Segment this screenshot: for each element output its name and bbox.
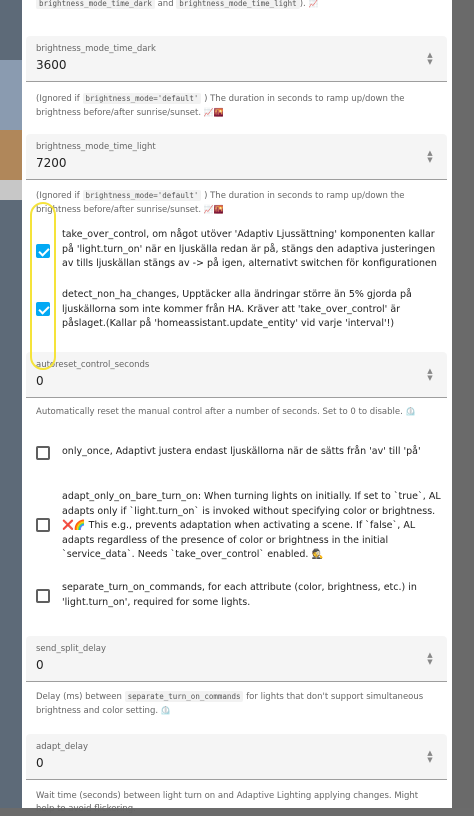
sunset-icon: 🌇 [213, 205, 224, 214]
code-snippet: brightness_mode='default' [83, 93, 202, 104]
field-label: autoreset_control_seconds [36, 360, 150, 370]
autoreset-control-seconds-input[interactable] [26, 352, 447, 398]
chart-icon: 📈 [203, 205, 214, 214]
desc-text: ) The duration in seconds to ramp up/down the brightness before/after sunrise/sunset. [36, 191, 405, 215]
timer-icon: ⏲️ [160, 706, 171, 715]
timer-icon: ⏲️ [405, 407, 416, 416]
checkbox-label: adapt_only_on_bare_turn_on: When turning lights on initially. If set to `true`, AL adapts only if `light.turn_on` is invoked without specifying color or brightness. ❌🌈 This e.g., prevents adaptation when activating a scene. If `false`, AL adapts regardless of the presence of color or brightness in the initial `service_data`. Needs `take_over_control` enabled. 🕵️ [62, 491, 441, 560]
desc-text: (Ignored if [36, 94, 80, 104]
adapt-only-on-bare-turn-on-checkbox[interactable] [36, 518, 50, 532]
adapt-delay-description: Wait time (seconds) between light turn on and Adaptive Lighting applying changes. Might help to avoid flickering. [36, 791, 419, 814]
background-strip [0, 130, 22, 180]
code-snippet: brightness_mode_time_dark [36, 0, 155, 9]
brightness-mode-time-dark-input[interactable] [26, 36, 447, 82]
only-once-checkbox[interactable] [36, 446, 50, 460]
field-label: brightness_mode_time_dark [36, 44, 156, 54]
desc-text: and [157, 0, 174, 9]
checkbox-label: only_once, Adaptivt justera endast ljuskällorna när de sätts från 'av' till 'på' [62, 446, 421, 457]
code-snippet: brightness_mode_time_light [176, 0, 299, 9]
send-split-delay-input[interactable] [26, 636, 447, 682]
field-value[interactable]: 0 [36, 658, 44, 672]
checkbox-label: take_over_control, om något utöver 'Adaptiv Ljussättning' komponenten kallar på 'light.turn_on' när en ljuskälla redan är på, stängs den adaptiva justeringen av tills ljuskällan stängs av -> på igen, alternativt switchen för konfigurationen [62, 229, 437, 269]
code-snippet: brightness_mode='default' [83, 190, 202, 201]
background-right [452, 0, 474, 808]
field-value[interactable]: 0 [36, 374, 44, 388]
options-dialog [22, 0, 452, 814]
field-value[interactable]: 3600 [36, 58, 67, 72]
spin-arrows-icon[interactable]: ▲ ▼ [427, 149, 433, 164]
spin-arrows-icon[interactable]: ▲ ▼ [427, 51, 433, 66]
brightness-mode-time-light-description [36, 189, 436, 217]
separate-turn-on-commands-checkbox[interactable] [36, 589, 50, 603]
field-label: adapt_delay [36, 742, 89, 752]
background-strip [0, 180, 22, 200]
desc-text: Automatically reset the manual control after a number of seconds. Set to 0 to disable. [36, 407, 403, 417]
background-left [0, 0, 22, 808]
autoreset-description [36, 405, 436, 419]
chart-icon: 📈 [308, 0, 319, 8]
desc-text: ). [299, 0, 306, 9]
sunset-icon: 🌇 [213, 108, 224, 117]
field-value[interactable]: 0 [36, 756, 44, 770]
field-label: brightness_mode_time_light [36, 142, 156, 152]
desc-text: ) The duration in seconds to ramp up/down the brightness before/after sunrise/sunset. [36, 94, 405, 118]
brightness-mode-time-dark-description [36, 92, 436, 120]
send-split-delay-description [36, 690, 436, 718]
adapt-delay-input[interactable] [26, 734, 447, 780]
checkbox-label: detect_non_ha_changes, Upptäcker alla ändringar större än 5% gjorda på ljuskällorna som inte kommer från HA. Kräver att 'take_over_control' är påslaget.(Kallar på 'homeassistant.update_entity' vid varje 'interval'!) [62, 289, 412, 329]
spin-arrows-icon[interactable]: ▲ ▼ [427, 749, 433, 764]
field-value[interactable]: 7200 [36, 156, 67, 170]
code-snippet: separate_turn_on_commands [125, 691, 244, 702]
chart-icon: 📈 [203, 108, 214, 117]
top-description [36, 0, 436, 12]
background-strip [0, 60, 22, 130]
desc-text: (Ignored if [36, 191, 80, 201]
brightness-mode-time-light-input[interactable] [26, 134, 447, 180]
field-label: send_split_delay [36, 644, 107, 654]
checkbox-label: separate_turn_on_commands, for each attribute (color, brightness, etc.) in 'light.turn_on', required for some lights. [62, 582, 417, 608]
spin-arrows-icon[interactable]: ▲ ▼ [427, 651, 433, 666]
desc-text: for lights that don't support simultaneous brightness and color setting. [36, 692, 424, 716]
desc-text: Delay (ms) between [36, 692, 122, 702]
spin-arrows-icon[interactable]: ▲ ▼ [427, 367, 433, 382]
annotation-highlight-oval [30, 202, 56, 370]
